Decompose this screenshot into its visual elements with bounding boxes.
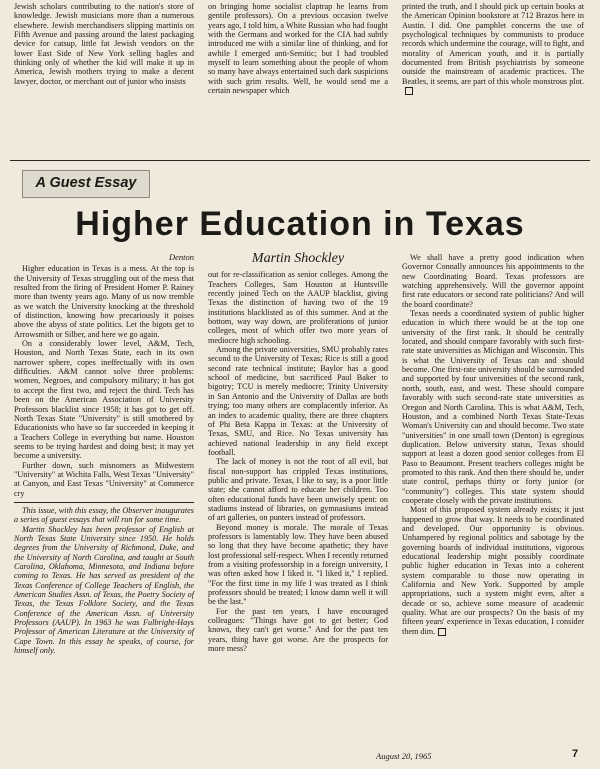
paragraph: out for re-classification as senior colleges. Among the Teachers Colleges, Sam Houston at Huntsville recently joined Tech on the AAUP blacklist, giving Texas the distinction of having two of the 19 institutions blacklisted as of this summer. And at the bottom, way way down, are proliferations of junior colleges, most of which offer two more years of mediocre high schooling. — [208, 270, 388, 345]
paragraph — [402, 2, 584, 95]
top-column-1 — [14, 2, 194, 86]
essay-column-2 — [208, 253, 388, 653]
issue-date: August 20, 1965 — [376, 751, 432, 761]
paragraph-text: printed the truth, and I should pick up certain books at the American Opinion bookstore at 712 Brazos here in Austin. I did. One pamphlet concerns the use of psychological techniques by communists to produce records which undermine the courage, will to fight, and morality of American youth, and it is partially documented from British psychiatrists by someone outside the mainstream of academic practices. The Beatles, it seems, are part of this whole monstrous plot. — [402, 2, 584, 86]
dateline: Denton — [168, 252, 194, 262]
headline: Higher Education in Texas — [75, 205, 525, 243]
paragraph: We shall have a pretty good indication when Governor Connally announces his appointments to the new Coordinating Board. Texas professors are watching apprehensively. Will the governor appoint first rate educators or second rate politicians? And will the board coordinate? — [402, 253, 584, 309]
page-number: 7 — [572, 748, 579, 760]
essay-column-3 — [402, 253, 584, 636]
essay-column-1 — [14, 253, 194, 655]
paragraph: The lack of money is not the root of all evil, but fiscal non-support has crippled Texas institutions, public and private. Texas, I like to say, is a poor little state; she cannot afford to educate her children. Too often educational funds have been unwisely spent: on stadiums instead of libraries, on gymnasiums instead of art galleries, on punters instead of professors. — [208, 457, 388, 523]
editor-note — [14, 502, 194, 656]
paragraph: Higher education in Texas is a mess. At the top is the University of Texas struggling out of the mess that resulted from the firing of President Homer P. Rainey more than twenty years ago. Many of us now tremble as we watch the University knocking at the threshold of distinction, knowing how precariously it poises above the abyss of state politics. Let the bigots get to Arrowsmith or Silber, and here we go again. — [14, 264, 194, 339]
previous-article-continuation — [14, 0, 586, 156]
paragraph: On a considerably lower level, A&M, Tech, Houston, and North Texas State, each in its own narrower sphere, copes ineffectually with its own difficulties. A&M cannot solve three problems: women, Negroes, and compulsory military; it has got to accept the first two, and reject the third. Tech has been on the American Association of University Professors blacklist since 1958; it has got to get off. North Texas State "University" is still smothered by Educationists who have so far succeeded in keeping it a Teachers College in everything but name. Houston seems to be trying hardest and doing best; it may yet become a university. — [14, 339, 194, 461]
guest-essay-label — [22, 170, 150, 198]
top-column-3 — [402, 2, 584, 95]
paragraph — [402, 505, 584, 636]
paragraph: Texas needs a coordinated system of public higher education in which there would be at the top one university of the first rank. It should be centrally located, and should compare favorably with such first-rate state universities as Michigan and Wisconsin. This is what the University of Texas can and should become. One first-rate university should be surrounded and supported by four universities of the second rank, north, south, east, and west. These should compare favorably with such second-rate state universities as Oregon and North Carolina. This is what A&M, Tech, Houston, and a combined North Texas State-Texas Woman's University can and should become. Two state "universities" in one small town (Denton) is egregious duplication. Below university status, Texas should support at least a dozen good senior colleges from El Paso to Beaumont. Present teachers colleges might be promoted to this rank. And then there should be, under state control, perhaps thirty or forty junior (or "community") colleges. This state system should cooperate closely with the private institutions. — [402, 309, 584, 505]
paragraph: on bringing home socialist claptrap he learns from gentile professors). On a previous occasion twelve years ago, I told him, a White Russian who had fought with the Germans and worked for the CIA had subtly introduced me with a similar line of thinking, and for awhile I emerged anti-Semitic; but I had troubled myself to learn something about the people of whom so many have always entertained such dark suspicions with such grim results. Well, he would send me a certain newspaper which — [208, 2, 388, 96]
paragraph: Beyond money is morale. The morale of Texas professors is lamentably low. They have been abused so long that they have become apathetic; they have lost professional self-respect. When I recently returned from a visiting professorship in a foreign university, I was often asked how I liked it. "I liked it," I replied. "For the first time in my life I was treated as I think professors should be treated; I know damn well it will be the last." — [208, 522, 388, 607]
section-divider — [10, 160, 590, 161]
essay-body — [14, 253, 586, 753]
end-mark-icon — [438, 628, 446, 636]
end-mark-icon — [405, 87, 413, 95]
paragraph: Jewish scholars contributing to the nation's store of knowledge. Jewish musicians more than a numerous elsewhere. Jewish merchandisers slipping martinis on Fifth Avenue and passing around the latest packaging device for catsup, little fat Jewish vendors on the lower East Side of New York selling bagles and thinking only of whether the kid will make it up in America, Jewish mothers trying to make a decent lawyer, doctor, or merchant out of junior who insists — [14, 2, 194, 86]
paragraph: Further down, such misnomers as Midwestern "University" at Wichita Falls, West Texas "University" at Canyon, and East Texas "University" at Commerce cry — [14, 460, 194, 498]
paragraph-text: Most of this proposed system already exists; it just happened to grow that way. It needs to be coordinated and developed. Our opportunity is obvious. Unhampered by regional politics and sabotage by the governing boards of individual institutions, vigorous educational leadership might possibly coordinate public higher education in Texas into a coherent system comparable to those now operating in California and New York. Supported by ample appropriations, such a system might even, after a decade or so, achieve some measure of academic quality. What are our prospects? On the basis of my fifteen years' experience in Texas education, I consider them dim. — [402, 505, 584, 636]
top-column-2 — [208, 2, 388, 95]
note-paragraph: This issue, with this essay, the Observer inaugurates a series of guest essays that will run for some time. — [14, 505, 194, 525]
paragraph: Among the private universities, SMU probably rates second to the University of Texas; Rice is still a good second rate technical institute; Baylor has a good school of medicine, but sacrificed Paul Baker to bigotry; TCU is merely mediocre; Trinity University in San Antonio and the University of Dallas are both trying; too many others are complacently inferior. As an index to academic quality, there are three chapters of Phi Beta Kappa in Texas: at the University of Texas, SMU, and Rice. No Texas university has achieved national leadership in any field except football. — [208, 345, 388, 457]
byline: Martin Shockley — [251, 251, 345, 266]
author-bio: Martin Shockley has been professor of English at North Texas State University since 1950. He holds degrees from the University of Richmond, Duke, and the University of North Carolina, and taught at South Carolina, Oklahoma, Minnesota, and Indiana before coming to Texas. He has served as president of the Texas Conference of College Teachers of English, the American Studies Assn. of Texas, the Poetry Society of Texas, the Texas Folklore Society, and the Texas Conference of the American Assn. of University Professors (AAUP). In 1963 he was Fulbright-Hays Professor of American Literature at the University of Cape Town. In this essay he speaks, of course, for himself only. — [14, 524, 194, 656]
paragraph: For the past ten years, I have encouraged colleagues: "Things have got to get better; God knows, they can't get worse." And for the past ten years, thing have got worse. Are the prospects for more mess? — [208, 606, 388, 654]
guest-essay-label-text: A Guest Essay — [35, 175, 137, 191]
